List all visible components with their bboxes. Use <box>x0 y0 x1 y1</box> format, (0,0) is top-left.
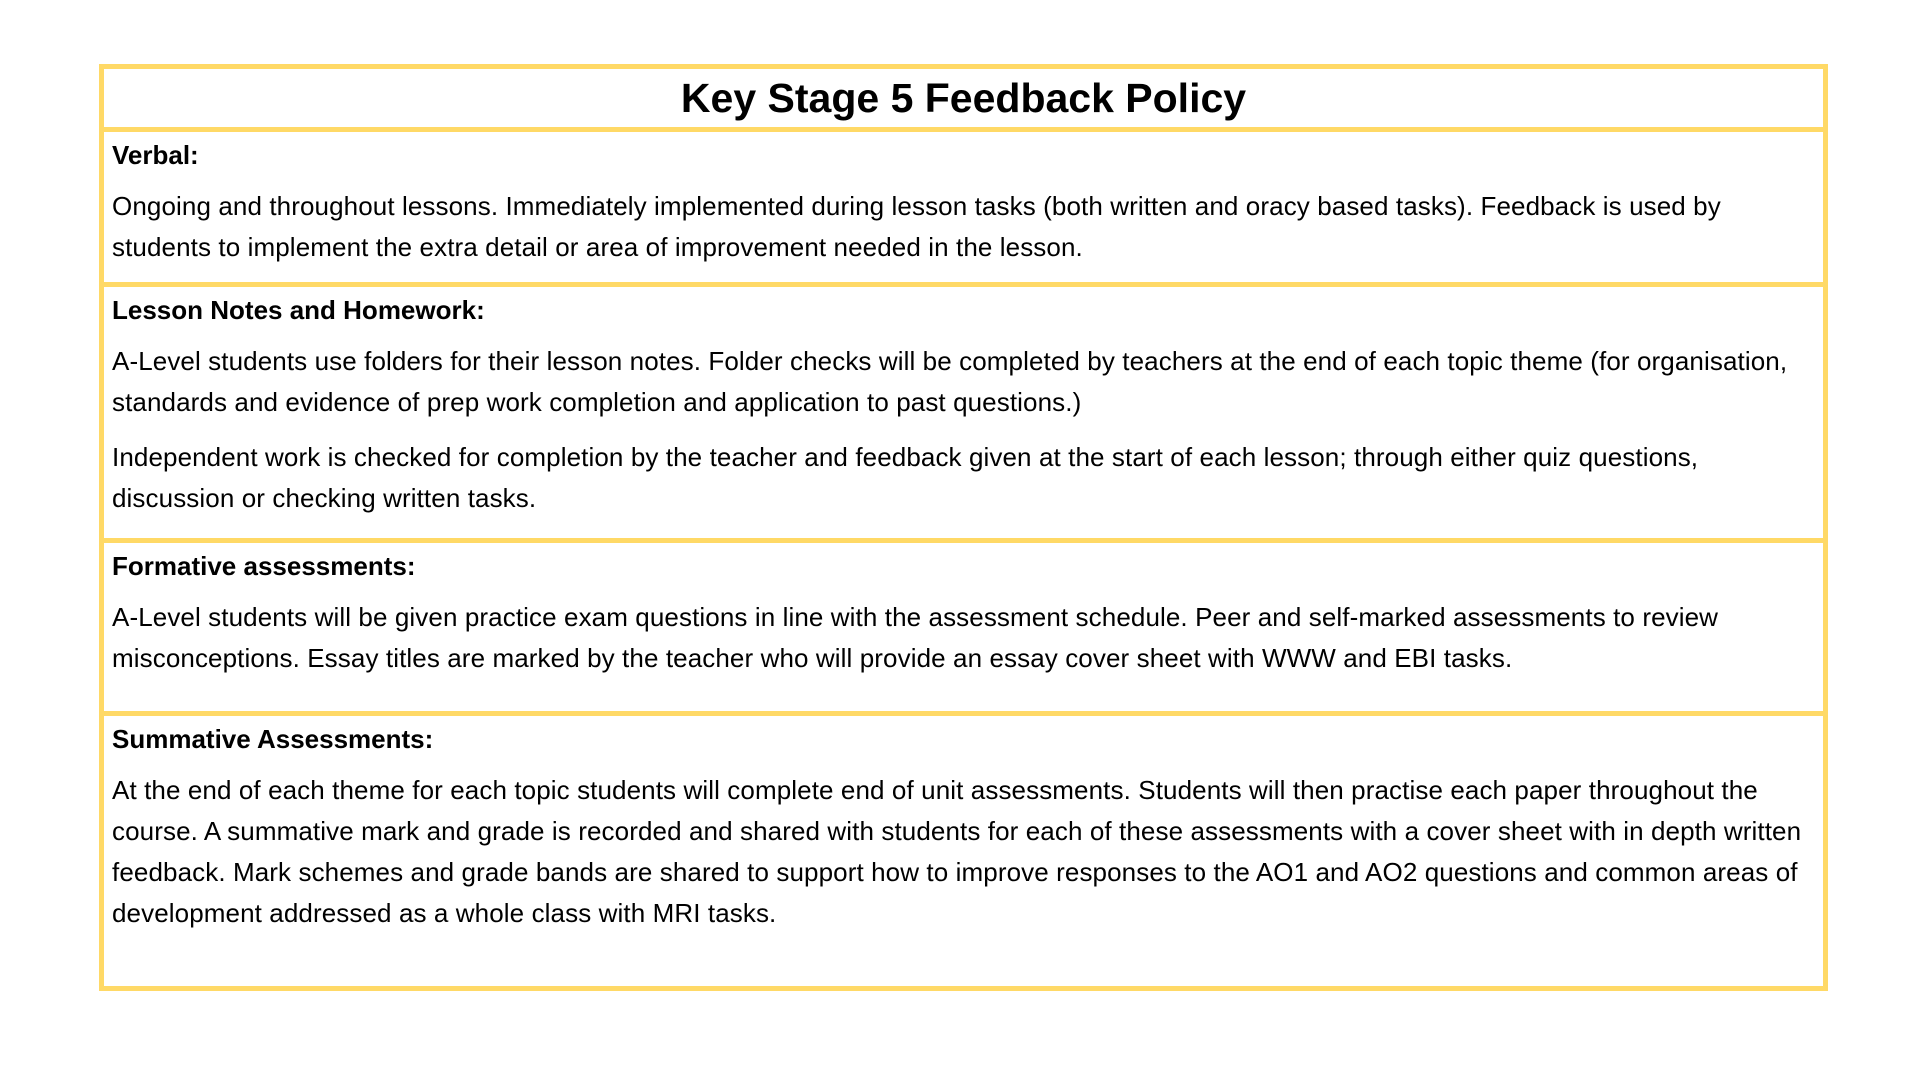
page-title: Key Stage 5 Feedback Policy <box>680 75 1247 121</box>
section-heading-homework: Lesson Notes and Homework: <box>112 295 485 325</box>
title-row <box>102 67 1826 130</box>
section-paragraph-formative-1: A-Level students will be given practice exam questions in line with the assessment schedule. Peer and self-marked assessments to review misconceptions. Essay titles are marked by the teacher who will provide an essay cover sheet with WWW and EBI tasks. <box>112 602 1719 673</box>
section-row-summative <box>102 714 1826 989</box>
section-row-verbal <box>102 130 1826 285</box>
section-paragraph-homework-1: A-Level students use folders for their lesson notes. Folder checks will be completed by teachers at the end of each topic theme (for organisation, standards and evidence of prep work completion and application to past questions.) <box>112 346 1788 417</box>
feedback-policy-table <box>99 64 1828 991</box>
section-cell-verbal <box>102 130 1826 285</box>
section-paragraph-summative-1: At the end of each theme for each topic students will complete end of unit assessments. Students will then practise each paper throughout the course. A summative mark and grade is recorded and shared with students for each of these assessments with a cover sheet with in depth written feedback. Mark schemes and grade bands are shared to support how to improve responses to the AO1 and AO2 questions and common areas of development addressed as a whole class with MRI tasks. <box>112 775 1802 928</box>
section-cell-homework <box>102 285 1826 541</box>
section-heading-summative: Summative Assessments: <box>112 724 434 754</box>
section-row-formative <box>102 541 1826 714</box>
section-row-homework <box>102 285 1826 541</box>
section-paragraph-verbal-1: Ongoing and throughout lessons. Immediately implemented during lesson tasks (both written and oracy based tasks). Feedback is used by students to implement the extra detail or area of improvement needed in the lesson. <box>112 191 1721 262</box>
section-heading-formative: Formative assessments: <box>112 551 416 581</box>
section-paragraph-homework-2: Independent work is checked for completion by the teacher and feedback given at the start of each lesson; through either quiz questions, discussion or checking written tasks. <box>112 442 1699 513</box>
section-cell-formative <box>102 541 1826 714</box>
section-heading-verbal: Verbal: <box>112 140 199 170</box>
title-cell <box>102 67 1826 130</box>
section-cell-summative <box>102 714 1826 989</box>
